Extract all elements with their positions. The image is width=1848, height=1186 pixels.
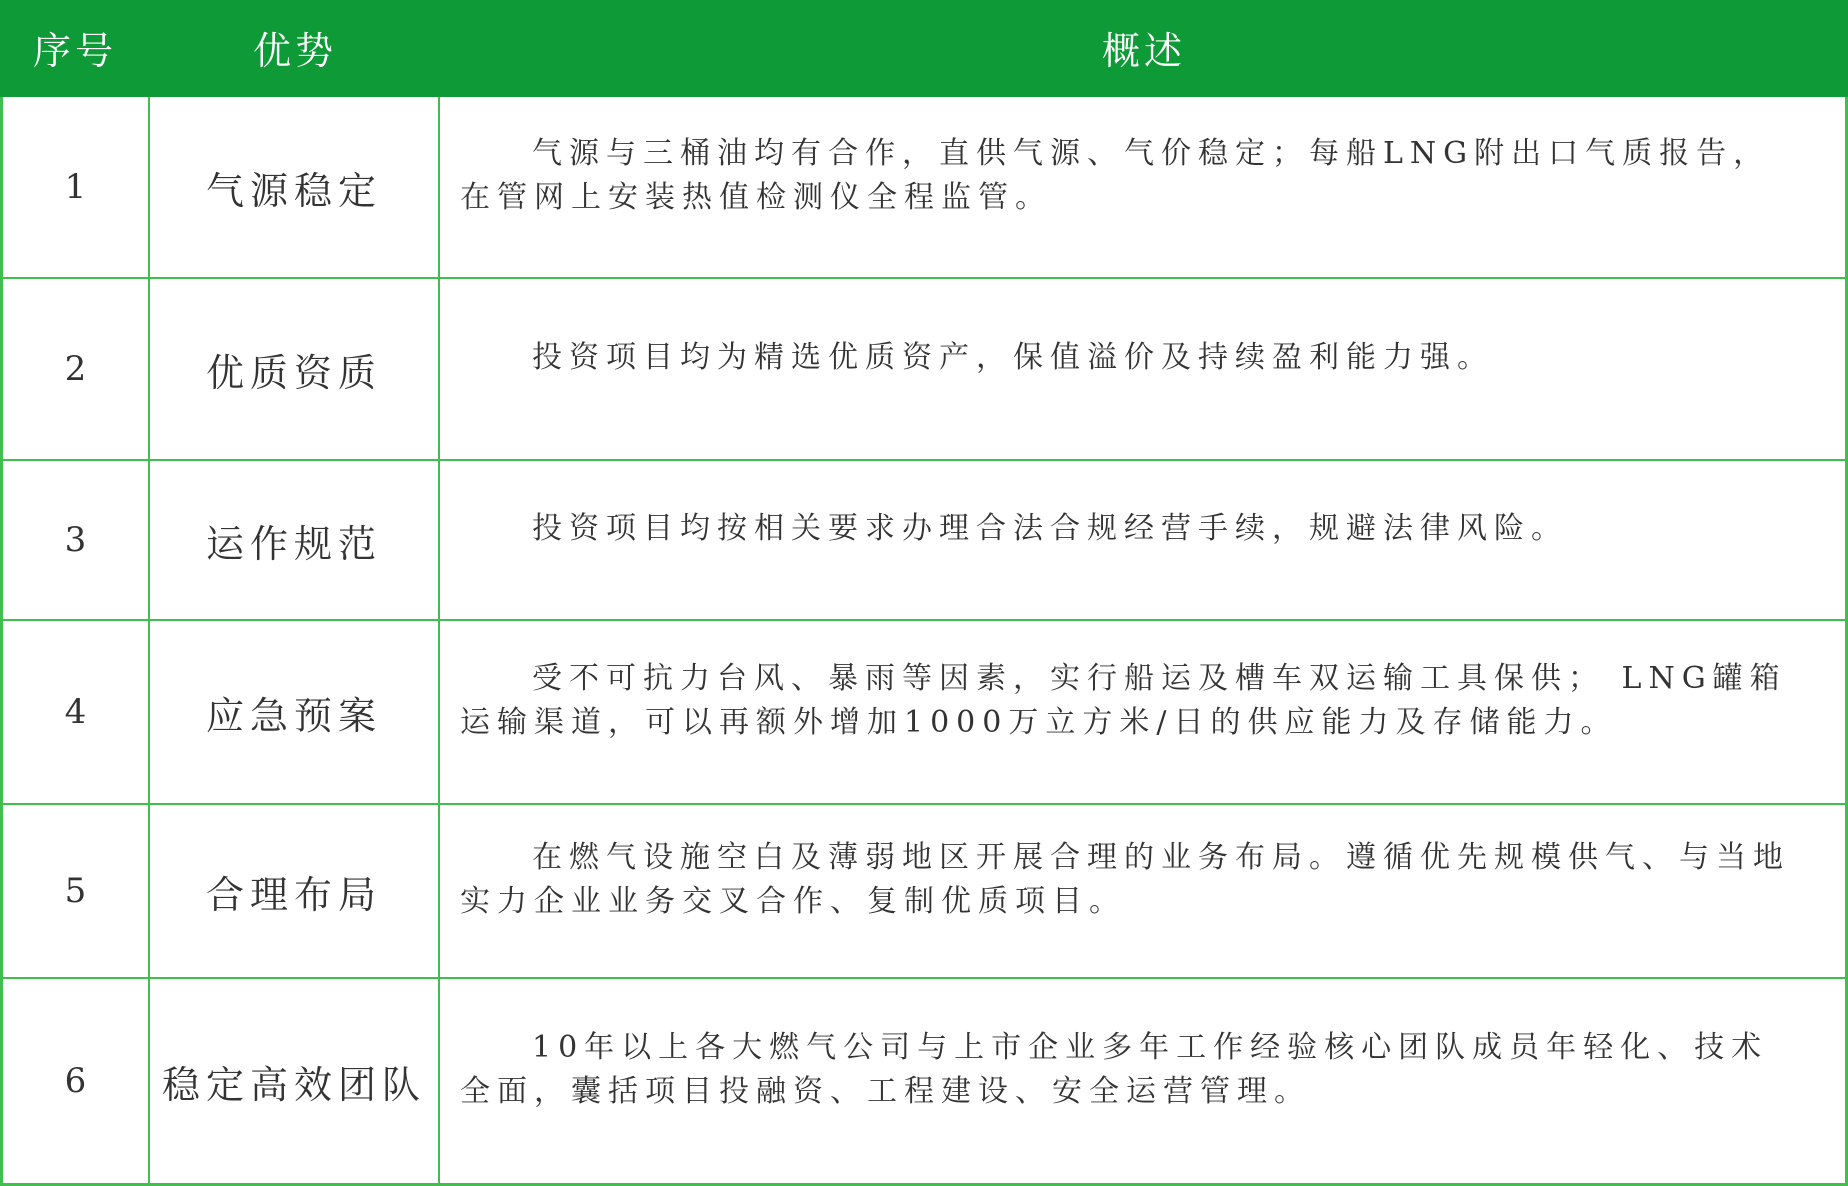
header-advantage: 优势 [252, 29, 337, 73]
row-description: 10年以上各大燃气公司与上市企业多年工作经验核心团队成员年轻化、技术全面，囊括项目投融资、工程建设、安全运营管理。 [440, 979, 1848, 1183]
row-number: 3 [0, 461, 150, 619]
table-row [0, 621, 1848, 805]
table-body [0, 97, 1848, 1186]
row-number: 2 [0, 279, 150, 459]
table-header [0, 0, 1848, 97]
header-serial-number: 序号 [32, 29, 117, 73]
row-advantage: 气源稳定 [150, 97, 440, 277]
row-number: 1 [0, 97, 150, 277]
row-number: 4 [0, 621, 150, 803]
row-advantage: 稳定高效团队 [150, 979, 440, 1183]
table-row [0, 279, 1848, 461]
row-description: 投资项目均按相关要求办理合法合规经营手续，规避法律风险。 [440, 461, 1848, 619]
row-description: 受不可抗力台风、暴雨等因素，实行船运及槽车双运输工具保供； LNG罐箱运输渠道，可以再额外增加1000万立方米/日的供应能力及存储能力。 [440, 621, 1848, 803]
row-number: 5 [0, 805, 150, 977]
table-row [0, 979, 1848, 1186]
table-row [0, 97, 1848, 279]
row-description: 在燃气设施空白及薄弱地区开展合理的业务布局。遵循优先规模供气、与当地实力企业业务交叉合作、复制优质项目。 [440, 805, 1848, 977]
row-advantage: 运作规范 [150, 461, 440, 619]
row-description: 投资项目均为精选优质资产，保值溢价及持续盈利能力强。 [440, 279, 1848, 459]
row-advantage: 应急预案 [150, 621, 440, 803]
header-description: 概述 [1101, 29, 1186, 73]
row-advantage: 优质资质 [150, 279, 440, 459]
row-advantage: 合理布局 [150, 805, 440, 977]
row-number: 6 [0, 979, 150, 1183]
table-row [0, 461, 1848, 621]
table-row [0, 805, 1848, 979]
row-description: 气源与三桶油均有合作，直供气源、气价稳定；每船LNG附出口气质报告，在管网上安装热值检测仪全程监管。 [440, 97, 1848, 277]
